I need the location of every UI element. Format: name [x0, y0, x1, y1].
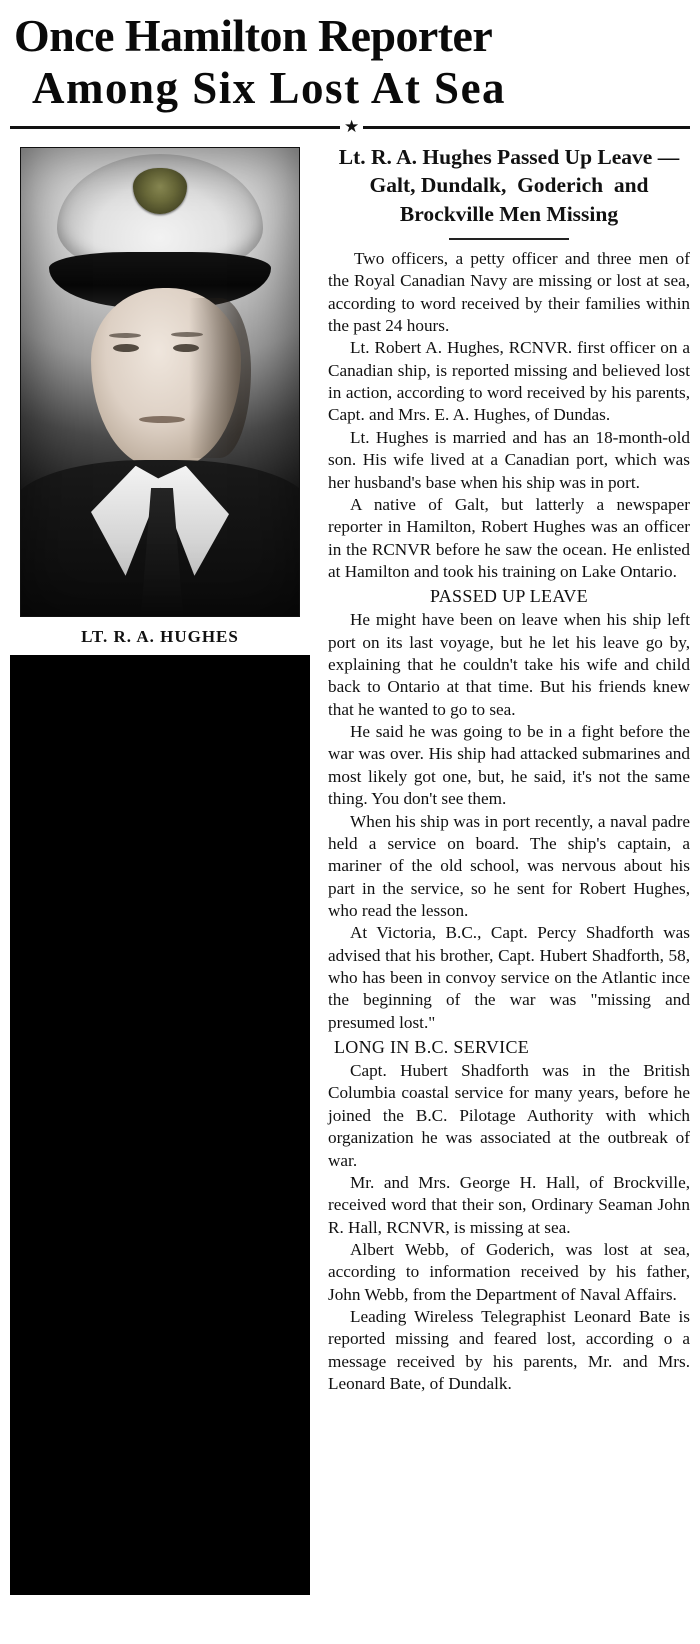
paragraph: At Victoria, B.C., Capt. Percy Shadforth was advised that his brother, Capt. Hubert Shadforth, 58, who has been in convoy service on the Atlantic ince the beginning of the war was "missing and presumed lost." — [328, 923, 690, 1032]
paragraph: Albert Webb, of Goderich, was lost at sea, according to information received by his father, John Webb, from the Department of Naval Affairs. — [328, 1240, 690, 1304]
headline-line-2: Among Six Lost At Sea — [32, 62, 507, 113]
paragraph: Leading Wireless Telegraphist Leonard Bate is reported missing and feared lost, according o a message received by his parents, Mr. and Mrs. Leonard Bate, of Dundalk. — [328, 1307, 690, 1394]
photo-vignette — [21, 148, 299, 616]
headline-divider — [10, 116, 690, 136]
headline-line-1: Once Hamilton Reporter — [14, 11, 493, 61]
officer-portrait-photo — [20, 147, 300, 617]
paragraph: He might have been on leave when his ship left port on its last voyage, but he let his leave go by, explaining that he couldn't take his wife and child back to Ontario at that time. But his friends knew that he wanted to go to sea. — [328, 610, 690, 719]
paragraph: He said he was going to be in a fight before the war was over. His ship had attacked submarines and most likely got one, but, he said, it's not the same thing. You don't see them. — [328, 722, 690, 809]
star-ornament-icon: ★ — [340, 118, 363, 135]
right-column — [320, 139, 690, 1595]
paragraph: Capt. Hubert Shadforth was in the British Columbia coastal service for many years, before he joined the B.C. Pilotage Authority with which organization he was associated at the outbreak of war. — [328, 1061, 690, 1170]
paragraph: A native of Galt, but latterly a newspaper reporter in Hamilton, Robert Hughes was an officer in the RCNVR before he saw the ocean. He enlisted at Hamilton and took his training on Lake Ontario. — [328, 494, 690, 581]
photo-caption: LT. R. A. HUGHES — [81, 626, 239, 646]
headline-block — [0, 0, 700, 112]
crosshead-long-in-bc-service: LONG IN B.C. SERVICE — [334, 1037, 530, 1058]
paragraph: Lt. Robert A. Hughes, RCNVR. first officer on a Canadian ship, is reported missing and believed lost in action, according to word received by his parents, Capt. and Mrs. E. A. Hughes, of Dundas. — [328, 338, 690, 425]
crosshead-passed-up-leave: PASSED UP LEAVE — [430, 586, 588, 607]
subhead-divider — [449, 238, 569, 240]
paragraph: Two officers, a petty officer and three men of the Royal Canadian Navy are missing or lost at sea, according to word received by their families within the past 24 hours. — [328, 248, 690, 335]
page-black-margin — [10, 655, 310, 1595]
article-subhead: Lt. R. A. Hughes Passed Up Leave — Galt, Dundalk, Goderich and Brockville Men Missing — [338, 144, 680, 226]
paragraph: Mr. and Mrs. George H. Hall, of Brockville, received word that their son, Ordinary Seaman John R. Hall, RCNVR, is missing at sea. — [328, 1172, 690, 1237]
paragraph: When his ship was in port recently, a naval padre held a service on board. The ship's captain, a mariner of the old school, was nervous about his part in the service, so he sent for Robert Hughes, who read the lesson. — [328, 811, 690, 920]
article-body — [0, 129, 700, 1595]
article-text — [328, 248, 690, 1396]
left-column — [10, 139, 320, 1595]
paragraph: Lt. Hughes is married and has an 18-month-old son. His wife lived at a Canadian port, which was her husband's base when his ship was in port. — [328, 427, 690, 492]
